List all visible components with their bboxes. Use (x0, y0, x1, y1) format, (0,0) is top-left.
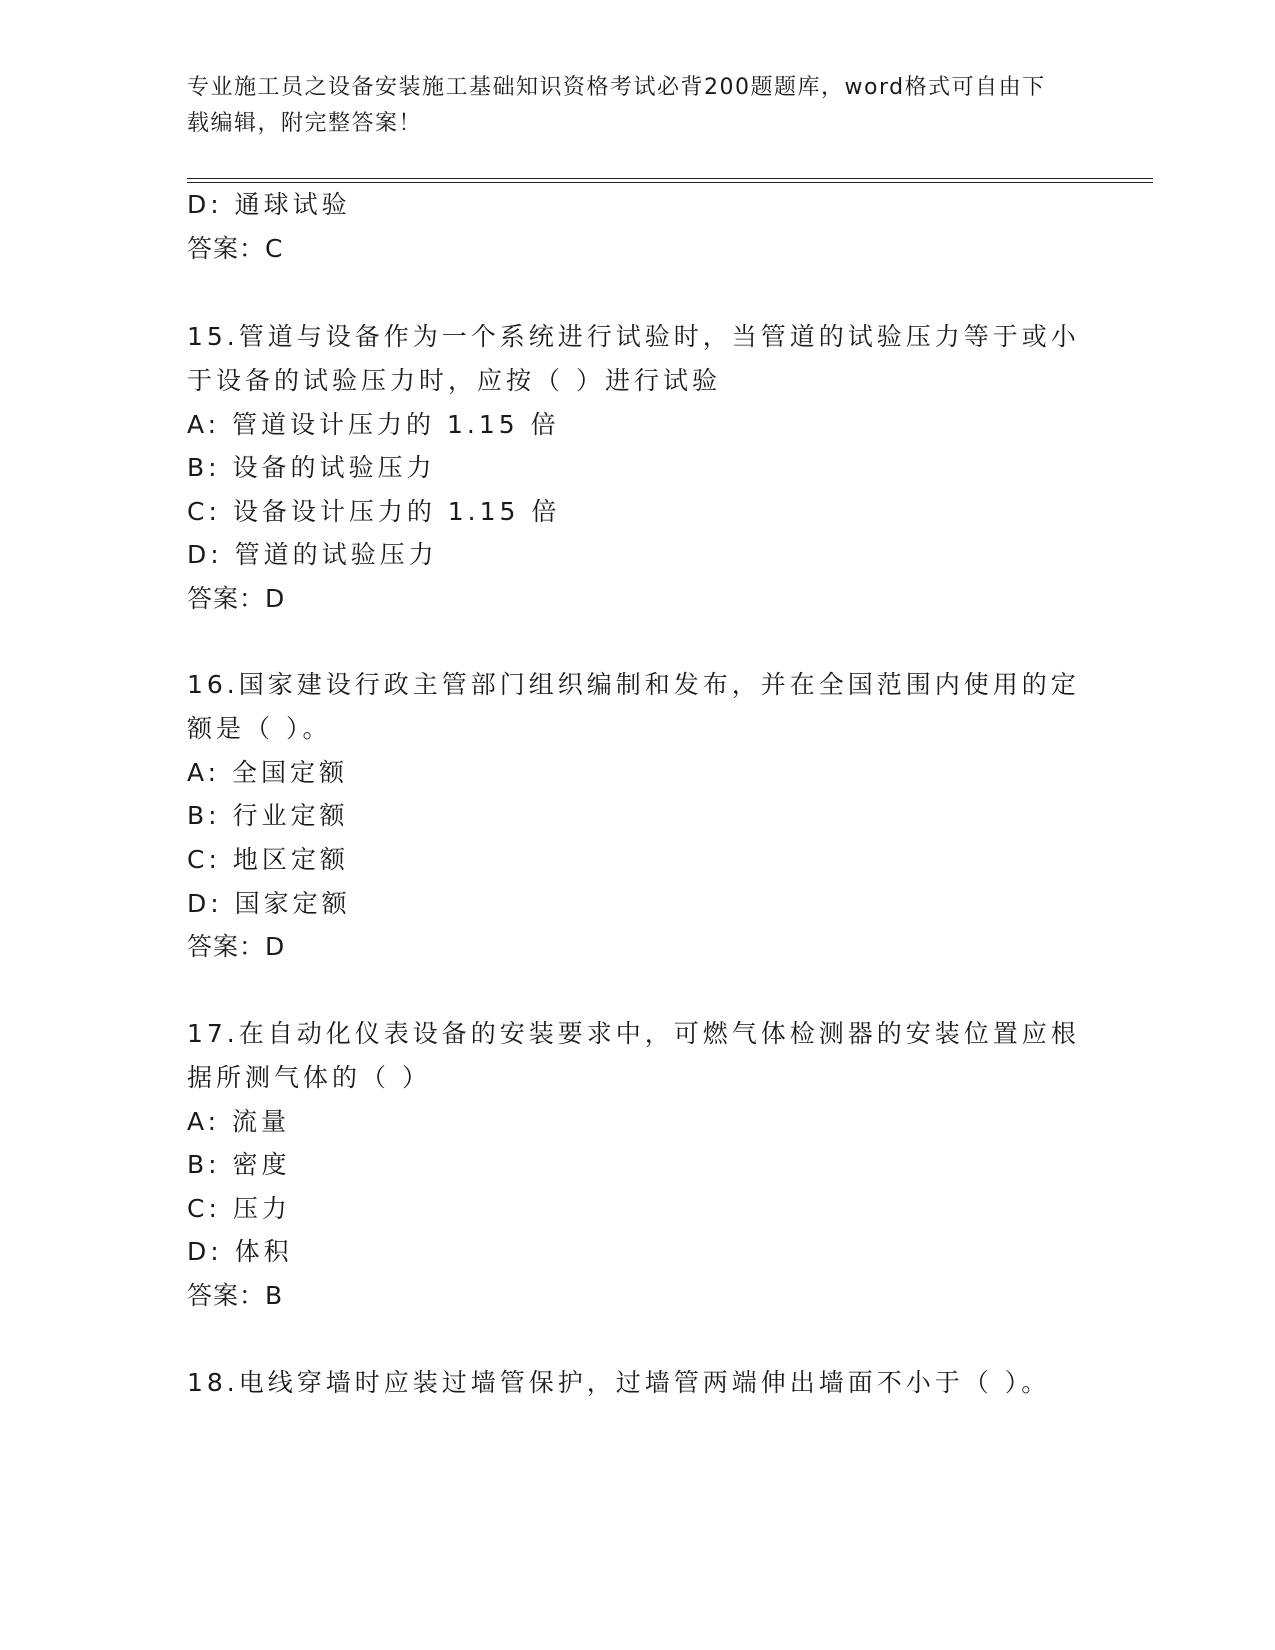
header-divider (187, 178, 1153, 179)
q15-option-d: D: 管道的试验压力 (187, 540, 438, 569)
q17-option-b: B: 密度 (187, 1150, 291, 1179)
header-divider-second (187, 182, 1153, 183)
page-header: 专业施工员之设备安装施工基础知识资格考试必背200题题库，word格式可自由下载编辑，附完整答案！ (187, 75, 1046, 136)
q17-stem-line2: 据所测气体的（ ） (187, 1063, 431, 1092)
q17-option-a: A: 流量 (187, 1107, 291, 1136)
q15-stem-line1: 15.管道与设备作为一个系统进行试验时，当管道的试验压力等于或小 (187, 322, 1080, 351)
q16-option-d: D: 国家定额 (187, 889, 351, 918)
q18-stem-line1: 18.电线穿墙时应装过墙管保护，过墙管两端伸出墙面不小于（ ）。 (187, 1368, 1051, 1397)
q17-answer: 答案：B (187, 1281, 284, 1310)
prev-option-d: D: 通球试验 (187, 190, 351, 219)
q16-stem-line2: 额是（ ）。 (187, 714, 332, 743)
q16-answer: 答案：D (187, 932, 286, 961)
q17-option-c: C: 压力 (187, 1194, 291, 1223)
q15-option-a: A: 管道设计压力的 1.15 倍 (187, 410, 560, 439)
q15-option-c: C: 设备设计压力的 1.15 倍 (187, 497, 561, 526)
q16-option-a: A: 全国定额 (187, 758, 349, 787)
q17-option-d: D: 体积 (187, 1237, 293, 1266)
q16-stem-line1: 16.国家建设行政主管部门组织编制和发布，并在全国范围内使用的定 (187, 670, 1080, 699)
q15-stem-line2: 于设备的试验压力时，应按（ ）进行试验 (187, 366, 721, 395)
q17-stem-line1: 17.在自动化仪表设备的安装要求中，可燃气体检测器的安装位置应根 (187, 1019, 1080, 1048)
q15-option-b: B: 设备的试验压力 (187, 453, 436, 482)
q16-option-b: B: 行业定额 (187, 801, 349, 830)
prev-answer: 答案：C (187, 234, 284, 263)
q15-answer: 答案：D (187, 584, 286, 613)
q16-option-c: C: 地区定额 (187, 845, 349, 874)
